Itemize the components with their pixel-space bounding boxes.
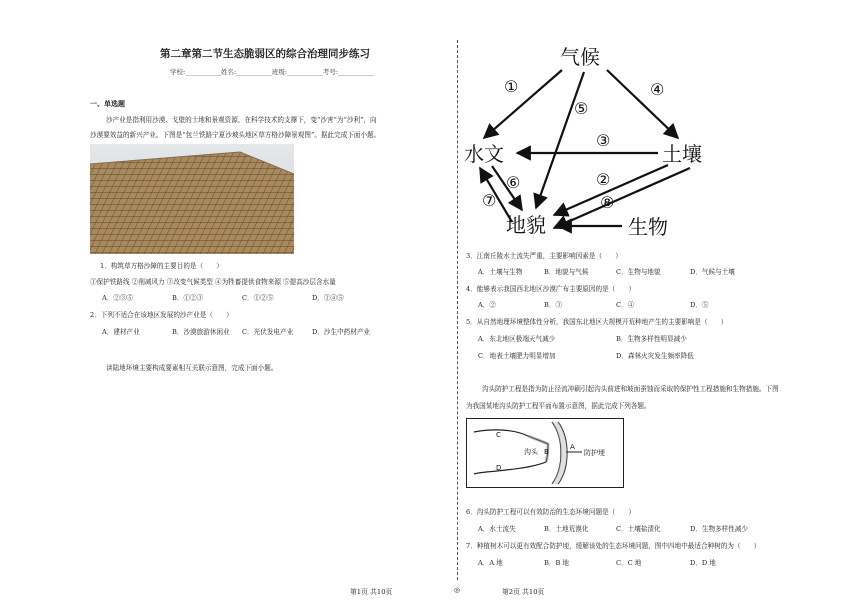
question-4-stem: 4．能够表示我国西北地区沙漠广布主要原因的是（ ） [466,285,636,293]
q5-option-b[interactable]: B．生物多样性明显减少 [616,335,687,343]
figure-label-c: C [496,431,501,439]
figure-label-a: A [570,443,575,451]
q6-option-a[interactable]: A．水土流失 [478,525,516,533]
q1-option-b[interactable]: B．①②③ [172,294,204,302]
q7-option-b[interactable]: B．B 地 [544,559,569,567]
q2-option-c[interactable]: C．光伏发电产业 [242,328,294,336]
figure-label-gully-head: 沟头 [524,448,538,456]
arrow-label-8: ⑧ [600,193,615,212]
arrow-label-2: ② [596,170,611,189]
q2-option-b[interactable]: B．沙漠旅游休闲业 [172,328,230,336]
figure-label-embankment: 防护埂 [584,449,605,457]
q7-option-a[interactable]: A．A 地 [478,559,503,567]
node-biology: 生物 [628,215,668,239]
q5-option-c[interactable]: C．地表土壤肥力明显增加 [478,352,556,360]
intro-paragraph-line: 沙漠要效益的新兴产业。下图是“包兰铁路宁夏沙坡头地区草方格沙障景观图”。据此完成下面小题。 [90,131,381,139]
q3-option-a[interactable]: A．土壤与生物 [478,268,523,276]
footer-page-right: 第2页 共10页 [502,588,545,596]
question-1-choices: ①保护铁路线 ②削减风力 ③改变气候类型 ④为牲畜提供食物来源 ⑤提高沙层含水量 [90,278,336,286]
node-soil: 土壤 [662,142,702,166]
q1-option-c[interactable]: C．①②⑤ [242,294,274,302]
arrow-8 [554,168,690,228]
q4-option-a[interactable]: A．② [478,301,496,309]
student-info-line: 学校:___________姓名:___________班级:___________考号:___________ [170,68,374,76]
arrow-label-5: ⑤ [574,99,589,118]
straw-checkerboard-photo [90,144,294,254]
q6-option-b[interactable]: B．土地荒漠化 [544,525,589,533]
q1-option-d[interactable]: D．①④⑤ [312,294,344,302]
question-6-stem: 6．沟头防护工程可以有效防治的生态环境问题是（ ） [466,508,636,516]
footer-center-mark: ◎ [454,586,460,594]
section-heading: 一、单选题 [90,100,125,108]
node-landform: 地貌 [506,213,546,237]
intro-paragraph-line: 沙产业是指利用沙漠、戈壁的土地和景观资源，在科学技术的支撑下，变“沙害”为“沙利”，向 [106,116,377,124]
arrow-label-7: ⑦ [482,191,497,210]
q6-option-d[interactable]: D．生物多样性减少 [690,525,749,533]
node-climate: 气候 [560,45,600,69]
arrow-label-6: ⑥ [506,173,521,192]
arrow-label-4: ④ [650,80,665,99]
q1-option-a[interactable]: A．②③⑤ [102,294,134,302]
figure-label-b: B [544,448,549,456]
read-prompt: 读陆地环境主要构成要素相互关联示意图，完成下面小题。 [106,364,278,372]
arrow-5 [536,72,584,208]
q5-option-a[interactable]: A．东北地区极端天气减少 [478,335,556,343]
environment-elements-diagram [462,40,722,240]
gully-protection-figure [466,418,624,488]
question-1-stem: 1．构筑草方格沙障的主要目的是（ ） [100,262,223,270]
page-title: 第二章第二节生态脆弱区的综合治理同步练习 [160,48,370,60]
q4-option-c[interactable]: C．④ [616,301,635,309]
arrow-1 [484,70,562,138]
q4-option-d[interactable]: D．⑤ [690,301,709,309]
page-divider [457,40,458,580]
q2-option-a[interactable]: A．建材产业 [102,328,140,336]
question-3-stem: 3．江南丘陵水土流失严重，主要影响因素是（ ） [466,252,622,260]
q3-option-d[interactable]: D．气候与土壤 [690,268,735,276]
arrow-4 [607,70,678,138]
gully-intro-line: 为我国某地沟头防护工程平面布置示意图，据此完成下列各题。 [466,402,651,410]
q5-option-d[interactable]: D．森林火灾发生频率降低 [616,352,694,360]
q7-option-c[interactable]: C．C 地 [616,559,642,567]
footer-page-left: 第1页 共10页 [350,588,393,596]
question-5-stem: 5．从自然地理环境整体性分析，我国东北地区大规模开荒种地产生的主要影响是（ ） [466,318,728,326]
q6-option-c[interactable]: C．土壤盐渍化 [616,525,661,533]
q2-option-d[interactable]: D．沙生中药材产业 [312,328,371,336]
q3-option-b[interactable]: B．地貌与气候 [544,268,589,276]
arrow-label-3: ③ [596,131,611,150]
node-hydrology: 水文 [464,142,504,166]
q3-option-c[interactable]: C．生物与地貌 [616,268,661,276]
arrow-label-1: ① [504,77,519,96]
q7-option-d[interactable]: D．D 地 [690,559,716,567]
question-7-stem: 7．种植树木可以更有效配合防护埂，缓解该处的生态环境问题，图中四地中最适合种树的为（ ） [466,542,761,550]
question-2-stem: 2．下列不适合在该地区发展的沙产业是（ ） [90,311,233,319]
q4-option-b[interactable]: B．③ [544,301,563,309]
gully-intro-line: 沟头防护工程是指为防止径流冲刷引起沟头前进和坡面蚕蚀而采取的保护性工程措施和生物措施。下图 [482,385,779,393]
figure-label-d: D [496,464,502,472]
